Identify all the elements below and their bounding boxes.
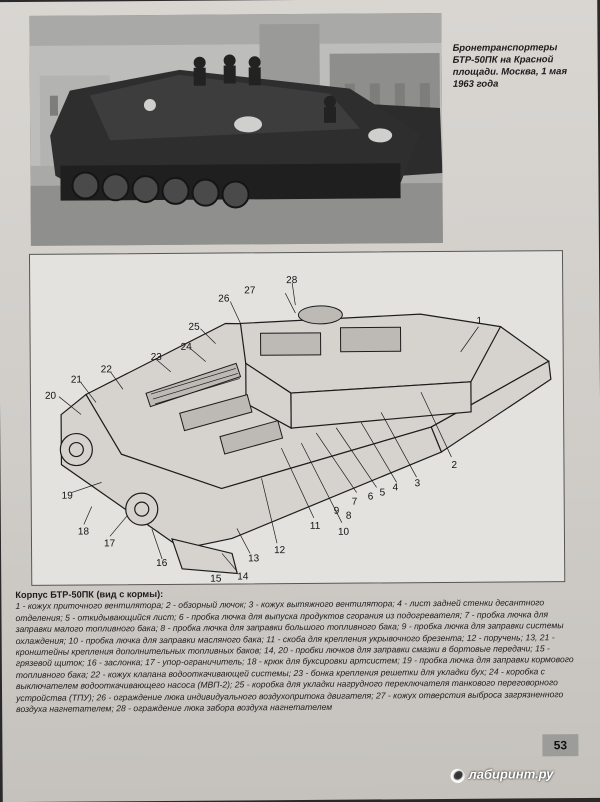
callout-24: 24 (180, 341, 192, 353)
callout-7: 7 (351, 496, 358, 508)
callout-14: 14 (237, 571, 249, 583)
callout-3: 3 (414, 478, 421, 490)
callout-18: 18 (77, 526, 90, 538)
hull-diagram (29, 250, 565, 586)
callout-27: 27 (244, 285, 256, 297)
callout-23: 23 (150, 351, 162, 364)
callout-10: 10 (337, 526, 350, 538)
legend-text: 1 - кожух приточного вентилятора; 2 - обзорный лючок; 3 - кожух вытяжного вентилятора; 4 - лист задней стенки десантного отделения; 5 - откидывающийся лист; 6 - пробка лючка для выпуска продуктов сгорания из подогревателя; 7 - пробка лючка для заправки малого топливного бака; 8 - пробка лючка для заправки большого топливного бака; 9 - пробка лючка для заправки системы охлаждения; 10 - пробка лючка для заправки масляного бака; 11 - скоба для крепления укрывочного брезента; 12 - поручень; 13, 21 - кронштейны крепления дополнительных топливных баков; 14, 20 - пробки лючков для заправки смазки в бортовые передачи; 15 - грязевой щиток; 16 - заслонка; 17 - упор-ограничитель; 18 - крюк для буксировки артсистем; 19 - пробка лючка для заправки кормового топливного бака; 22 - кожух клапана водооткачивающей системы; 23 - бонка крепления решетки для укладки бух; 24 - коробка с выключателем водооткачивающего насоса (МВП-2); 25 - коробка для укладки нагрудного переключателя танкового переговорного устройства (ТПУ); 26 - ограждение люка индивидуального воздухопритока двигателя; 27 - кожух отверстия выброса загрязненного воздуха нагнетателем; 28 - ограждение люка забора воздуха нагнетателем (15, 597, 574, 715)
callout-8: 8 (345, 510, 352, 522)
callout-5: 5 (379, 487, 386, 499)
callout-26: 26 (218, 293, 230, 305)
callout-11: 11 (309, 520, 321, 532)
callout-25: 25 (188, 321, 200, 333)
diagram-legend (15, 586, 576, 715)
callout-20: 20 (44, 390, 57, 402)
callout-1: 1 (476, 315, 483, 327)
page-number: 53 (542, 734, 578, 756)
labirint-logo-icon: ◉ (451, 768, 465, 782)
callout-4: 4 (392, 482, 399, 494)
legend-title: Корпус БТР-50ПК (вид с кормы): (15, 588, 164, 600)
callout-17: 17 (103, 538, 116, 550)
callout-13: 13 (248, 553, 260, 565)
callout-19: 19 (61, 490, 73, 502)
callout-28: 28 (286, 275, 298, 287)
parade-photo (29, 13, 443, 246)
watermark-text: лабиринт.ру (468, 766, 554, 782)
callout-16: 16 (156, 557, 168, 570)
callout-2: 2 (451, 459, 458, 471)
watermark (451, 766, 554, 782)
callout-15: 15 (210, 573, 222, 585)
callout-22: 22 (100, 364, 112, 376)
parade-photo-image (29, 13, 443, 246)
callout-6: 6 (367, 491, 374, 503)
callout-21: 21 (70, 374, 83, 386)
callout-9: 9 (333, 505, 340, 517)
photo-caption: Бронетранспортеры БТР-50ПК на Красной площади. Москва, 1 мая 1963 года (452, 42, 568, 90)
callout-12: 12 (274, 545, 286, 557)
hull-drawing (30, 251, 564, 585)
